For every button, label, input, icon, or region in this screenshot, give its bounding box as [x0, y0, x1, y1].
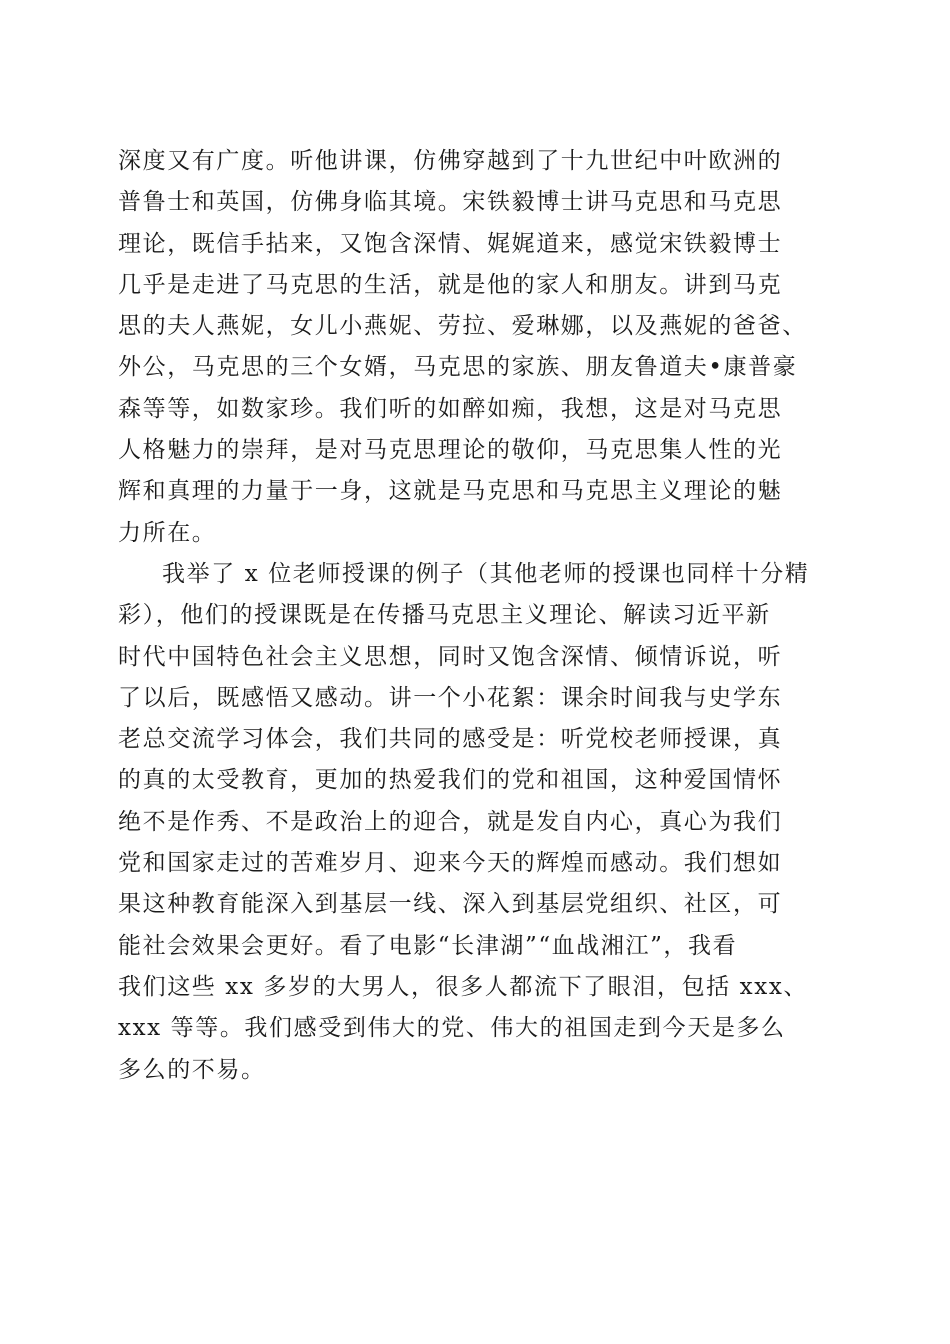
text-line: 辉和真理的力量于一身，这就是马克思和马克思主义理论的魅 — [118, 478, 783, 505]
text-line: xxx 等等。我们感受到伟大的党、伟大的祖国走到今天是多么 — [118, 1015, 786, 1042]
text-line: 深度又有广度。听他讲课，仿佛穿越到了十九世纪中叶欧洲的 — [118, 148, 783, 174]
text-line: 时代中国特色社会主义思想，同时又饱含深情、倾情诉说，听 — [118, 643, 783, 670]
text-line: 彩），他们的授课既是在传播马克思主义理论、解读习近平新 — [118, 602, 771, 629]
text-line: 绝不是作秀、不是政治上的迎合，就是发自内心，真心为我们 — [118, 808, 783, 835]
text-line: 理论，既信手拈来，又饱含深情、娓娓道来，感觉宋铁毅博士 — [118, 230, 783, 257]
text-line: 能社会效果会更好。看了电影“长津湖”“血战湘江”，我看 — [118, 932, 738, 959]
text-line: 的真的太受教育，更加的热爱我们的党和祖国，这种爱国情怀 — [118, 767, 783, 794]
text-line: 人格魅力的崇拜，是对马克思理论的敬仰，马克思集人性的光 — [118, 437, 783, 464]
text-line: 外公，马克思的三个女婿，马克思的家族、朋友鲁道夫•康普豪 — [118, 354, 798, 381]
text-line: 了以后，既感悟又感动。讲一个小花絮：课余时间我与史学东 — [118, 684, 783, 711]
text-line: 果这种教育能深入到基层一线、深入到基层党组织、社区，可 — [118, 891, 783, 918]
text-line: 我举了 x 位老师授课的例子（其他老师的授课也同样十分精 — [162, 560, 810, 587]
paragraph-2 — [118, 554, 838, 1091]
paragraph-1 — [118, 141, 838, 554]
text-line: 我们这些 xx 多岁的大男人，很多人都流下了眼泪，包括 xxx、 — [118, 973, 808, 1000]
document-body — [118, 141, 838, 1091]
text-line: 多么的不易。 — [118, 1056, 266, 1083]
text-line: 几乎是走进了马克思的生活，就是他的家人和朋友。讲到马克 — [118, 271, 783, 298]
text-line: 思的夫人燕妮，女儿小燕妮、劳拉、爱琳娜，以及燕妮的爸爸、 — [118, 313, 807, 340]
text-line: 森等等，如数家珍。我们听的如醉如痴，我想，这是对马克思 — [118, 395, 783, 422]
text-line: 力所在。 — [118, 519, 217, 546]
text-line: 普鲁士和英国，仿佛身临其境。宋铁毅博士讲马克思和马克思 — [118, 189, 783, 216]
text-line: 党和国家走过的苦难岁月、迎来今天的辉煌而感动。我们想如 — [118, 850, 783, 877]
text-line: 老总交流学习体会，我们共同的感受是：听党校老师授课，真 — [118, 726, 783, 753]
